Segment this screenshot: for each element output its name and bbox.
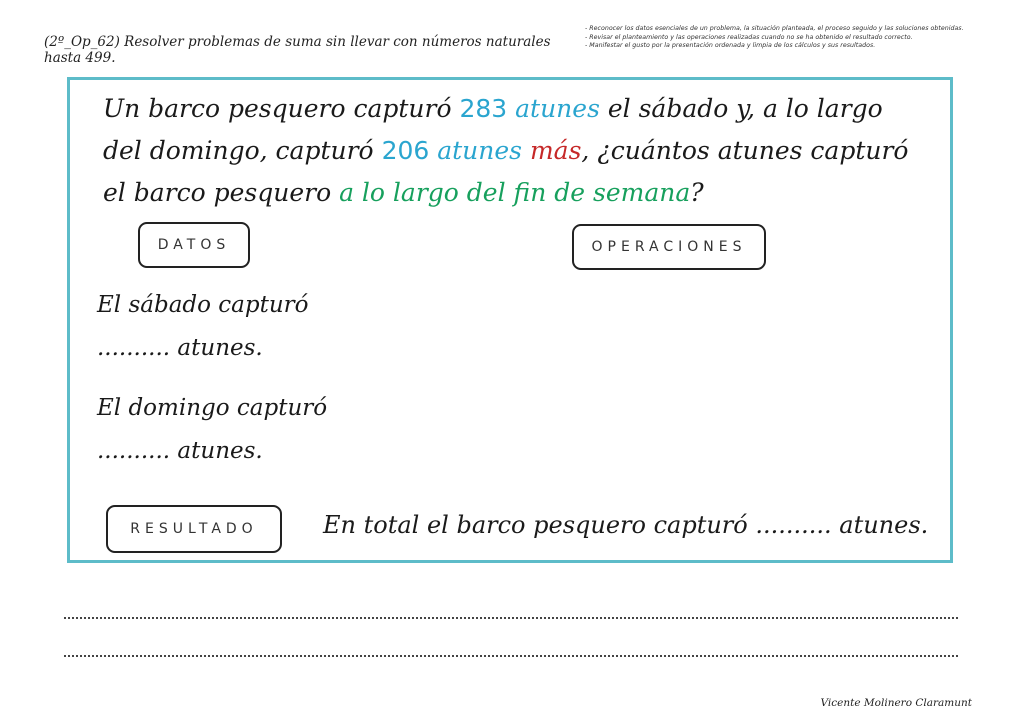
operaciones-label-box: OPERACIONES [572, 224, 766, 270]
sabado-answer-line[interactable]: .......... atunes. [97, 335, 263, 361]
domingo-answer-line[interactable]: .......... atunes. [97, 438, 263, 464]
problem-text: Un barco pesquero capturó [103, 94, 460, 123]
number-283: 283 [459, 94, 508, 123]
problem-text [522, 136, 530, 165]
weekend-phrase: a lo largo del fin de semana [339, 178, 691, 207]
mas-keyword: más [529, 136, 582, 165]
number-206: 206 [381, 136, 430, 165]
sabado-line: El sábado capturó [97, 292, 309, 318]
objective-item: - Manifestar el gusto por la presentación ordenada y limpia de los cálculos y sus resultados. [585, 42, 876, 49]
answer-dotted-line-2[interactable] [64, 655, 958, 657]
objective-item: - Reconocer los datos esenciales de un problema, la situación planteada, el proceso seguido y las soluciones obtenidas. [585, 25, 964, 32]
datos-label-box: DATOS [138, 222, 250, 268]
resultado-label-box: RESULTADO [106, 505, 282, 553]
author-credit: Vicente Molinero Claramunt [820, 697, 972, 709]
atunes-word: atunes [429, 136, 523, 165]
atunes-word: atunes [507, 94, 600, 123]
problem-text: ? [690, 178, 704, 207]
problem-statement [103, 88, 923, 214]
answer-dotted-line-1[interactable] [64, 617, 958, 619]
problem-text: , ¿cuántos atunes capturó el barco pesquero [103, 136, 909, 207]
domingo-line: El domingo capturó [97, 395, 328, 421]
page-title: (2º_Op_62) Resolver problemas de suma sin llevar con números naturales hasta 499. [44, 34, 551, 66]
result-sentence[interactable]: En total el barco pesquero capturó .......... atunes. [323, 511, 929, 539]
objectives-list [585, 25, 1005, 51]
objective-item: - Revisar el planteamiento y las operaciones realizadas cuando no se ha obtenido el resultado correcto. [585, 33, 913, 41]
problem-text: el sábado y, a lo largo del domingo, capturó [103, 94, 883, 165]
